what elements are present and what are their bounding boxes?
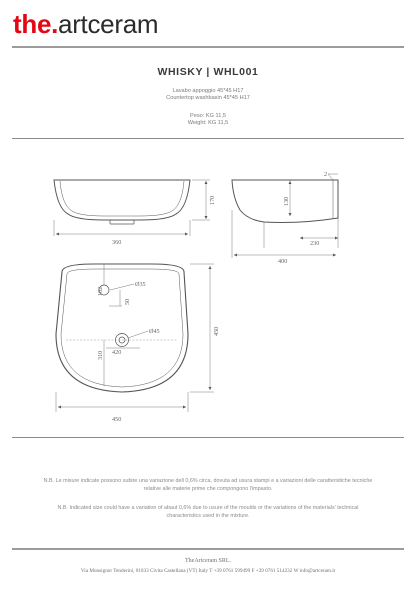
weight-en: Weight: KG 11,5 [187,120,229,126]
artceram-logo [13,8,158,40]
top-section-divider [12,138,404,139]
description-it: Lavabo appoggio 45*45 H17 [172,88,244,94]
footer-address: Via Monsignor Tenderini, 01033 Civita Castellana (VT) Italy T +39 0761 599499 F +39 0761 514232 W info@artceram.it [80,568,336,574]
weight-it: Peso: KG 11,5 [190,113,226,119]
logo-wordmark: artceram [58,9,159,39]
dim-top-depth: 450 [213,326,220,336]
footer-divider [12,548,404,550]
technical-drawing [0,150,416,450]
product-title: WHISKY | WHL001 [157,66,259,78]
note-english: N.B. Indicated size could have a variation of abaut 0,6% due to usure of the moulds or the variations of the materials' technical characteristics used in the mixture. [57,505,359,519]
dim-side-rim: 2 [324,171,328,178]
dim-tap-offset-top: 102 [97,286,104,296]
front-view [54,180,210,236]
side-view [232,174,338,258]
dim-front-height: 170 [209,195,216,205]
dim-top-width: 450 [112,416,122,423]
dim-side-depth: 400 [278,258,288,265]
dim-drain-offset-x: 420 [112,349,122,356]
dim-tap-offset: 50 [124,298,131,305]
dim-tap-hole: Ø35 [135,281,146,288]
dim-side-inner: 230 [310,240,320,247]
drawing-divider [12,437,404,438]
dim-front-width: 360 [112,239,122,246]
note-italian: N.B. Le misure indicate possono subire una variazione dell 0,6% circa, dovuta ad usura stampi e a variazioni delle caratteristiche tecniche relative alle materie prime che compongono l'impasto. [43,478,373,492]
logo-brand: the. [13,9,59,39]
dim-side-height: 130 [283,196,290,206]
dim-drain-offset-y: 310 [97,350,104,360]
dim-drain-hole: Ø45 [149,328,160,335]
header-divider [12,46,404,48]
description-en: Countertop washbasin 45*45 H17 [166,95,250,101]
footer-company: TheArtceram SRL. [185,558,231,564]
